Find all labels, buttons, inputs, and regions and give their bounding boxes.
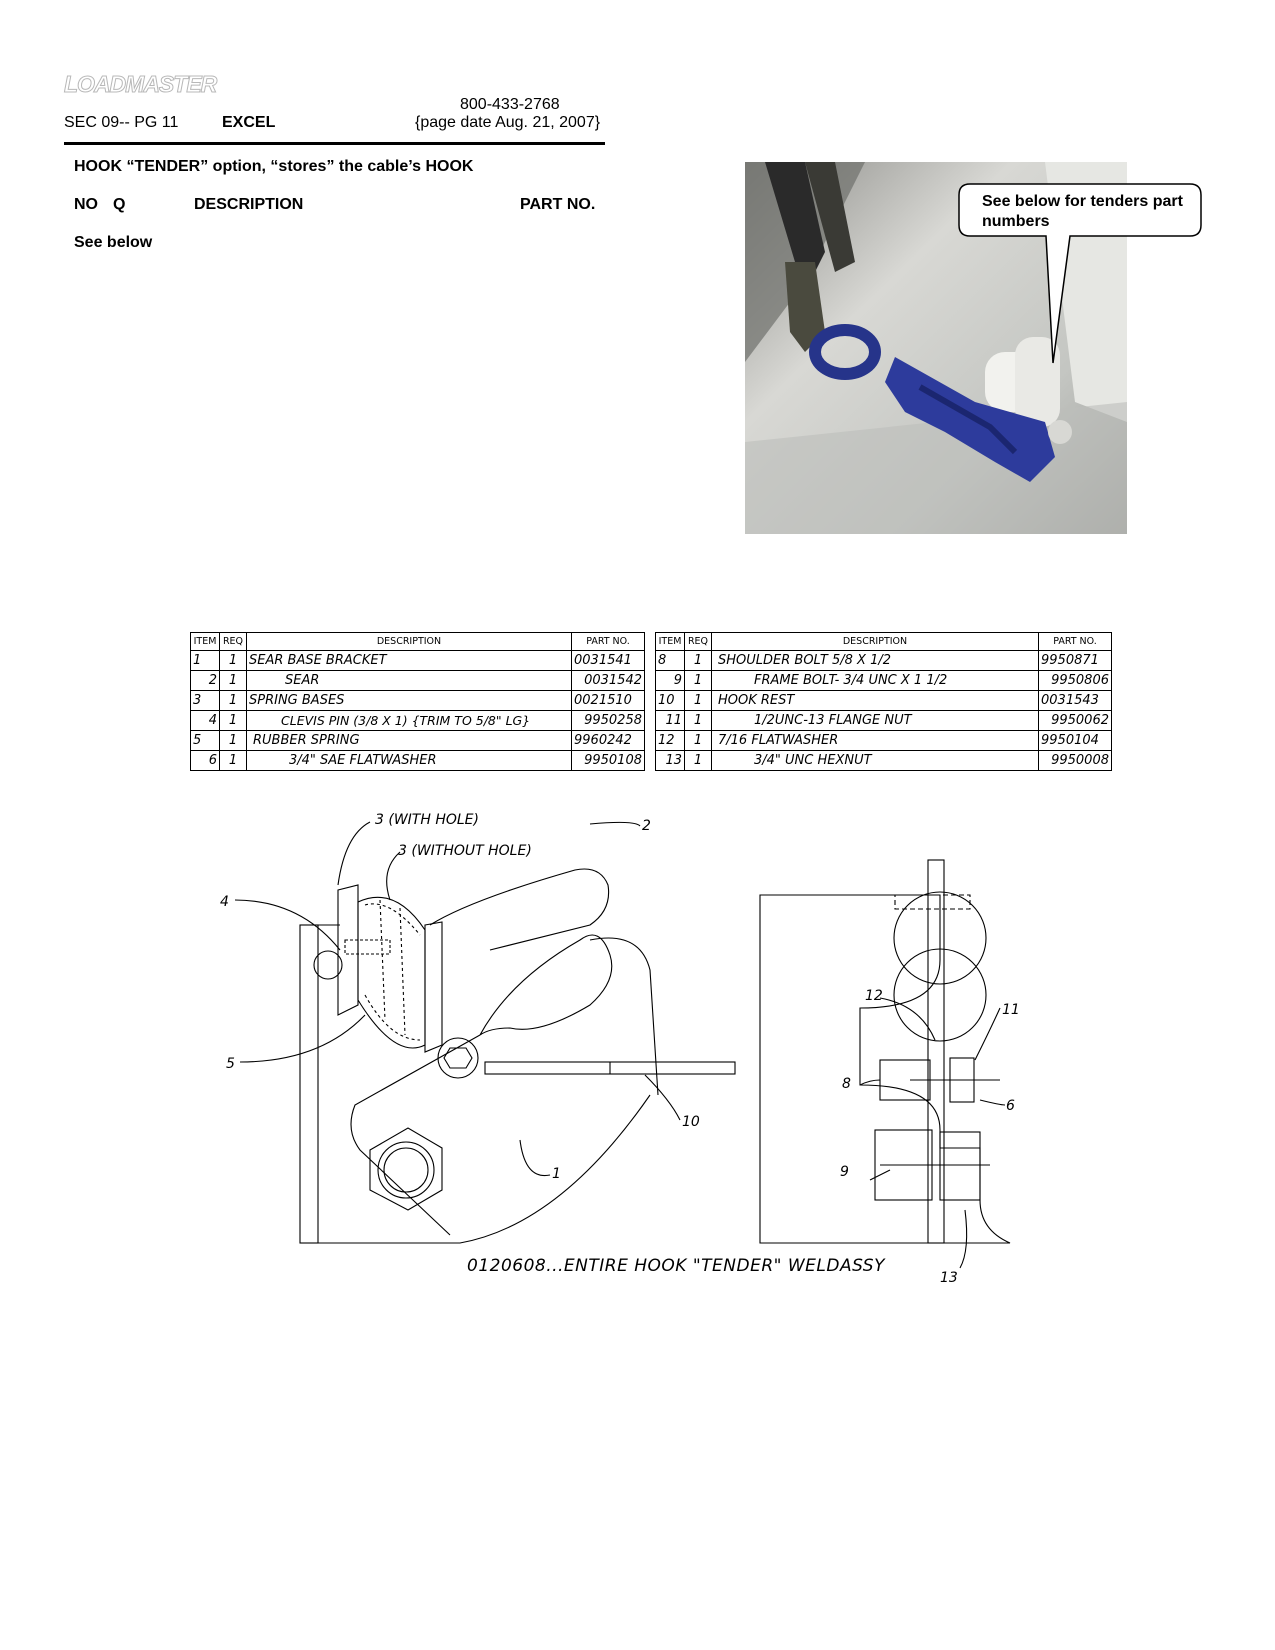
- svg-text:LOADMASTER: LOADMASTER: [64, 71, 217, 97]
- req-cell: 1: [685, 731, 712, 751]
- table-row: [656, 691, 1112, 711]
- side-view-plate: [928, 860, 944, 1243]
- table-row: [191, 691, 645, 711]
- header-description: DESCRIPTION: [712, 633, 1039, 651]
- req-cell: 1: [220, 691, 247, 711]
- item-cell: 8: [656, 651, 685, 671]
- item-cell: 2: [191, 671, 220, 691]
- label-13: 13: [940, 1270, 958, 1286]
- col-no-label: NO: [74, 196, 98, 213]
- sear-loop: [480, 935, 612, 1035]
- part-cell: 9950062: [1039, 711, 1112, 731]
- table-row: [656, 731, 1112, 751]
- header-item: ITEM: [656, 633, 685, 651]
- rubber-spring: [358, 897, 425, 1048]
- part-cell: 9950108: [572, 751, 645, 771]
- item-cell: 9: [656, 671, 685, 691]
- loadmaster-logo: [64, 72, 239, 96]
- header-part-no: PART NO.: [572, 633, 645, 651]
- description-cell: RUBBER SPRING: [247, 731, 572, 751]
- header-req: REQ: [685, 633, 712, 651]
- spring-base-right: [425, 922, 442, 1052]
- table-row: [656, 671, 1112, 691]
- page-date: {page date Aug. 21, 2007}: [415, 114, 601, 131]
- col-part-label: PART NO.: [520, 196, 596, 213]
- phone-number: 800-433-2768: [460, 96, 560, 113]
- item-cell: 3: [191, 691, 220, 711]
- req-cell: 1: [685, 751, 712, 771]
- part-cell: 9950871: [1039, 651, 1112, 671]
- part-cell: 9950258: [572, 711, 645, 731]
- item-cell: 13: [656, 751, 685, 771]
- spring-base-left: [338, 885, 358, 1015]
- item-cell: 12: [656, 731, 685, 751]
- label-2: 2: [642, 818, 651, 834]
- label-6: 6: [1006, 1098, 1015, 1114]
- drawing-caption: 0120608...ENTIRE HOOK "TENDER" WELDASSY: [467, 1256, 885, 1276]
- req-cell: 1: [220, 671, 247, 691]
- part-cell: 0021510: [572, 691, 645, 711]
- description-cell: SHOULDER BOLT 5/8 X 1/2: [712, 651, 1039, 671]
- col-q-label: Q: [113, 196, 126, 213]
- see-below-note: See below: [74, 234, 153, 251]
- label-5: 5: [226, 1056, 235, 1072]
- sear-arm: [430, 869, 609, 950]
- part-cell: 9950104: [1039, 731, 1112, 751]
- table-row: [191, 651, 645, 671]
- item-cell: 5: [191, 731, 220, 751]
- description-cell: 1/2UNC-13 FLANGE NUT: [712, 711, 1039, 731]
- part-cell: 9960242: [572, 731, 645, 751]
- label-3-without-hole: 3 (WITHOUT HOLE): [398, 843, 532, 859]
- label-3-with-hole: 3 (WITH HOLE): [375, 812, 479, 828]
- label-11: 11: [1002, 1002, 1020, 1018]
- item-cell: 11: [656, 711, 685, 731]
- req-cell: 1: [685, 671, 712, 691]
- description-cell: 3/4" SAE FLATWASHER: [247, 751, 572, 771]
- description-cell: SEAR BASE BRACKET: [247, 651, 572, 671]
- part-cell: 0031541: [572, 651, 645, 671]
- page-title: HOOK “TENDER” option, “stores” the cable’s HOOK: [74, 158, 474, 175]
- description-cell: FRAME BOLT- 3/4 UNC X 1 1/2: [712, 671, 1039, 691]
- table-row: [191, 751, 645, 771]
- item-cell: 6: [191, 751, 220, 771]
- part-cell: 0031543: [1039, 691, 1112, 711]
- description-cell: CLEVIS PIN (3/8 X 1) {TRIM TO 5/8" LG}: [247, 711, 572, 731]
- assembly-drawing: [180, 812, 1080, 1300]
- label-4: 4: [220, 894, 229, 910]
- side-view-bracket: [760, 895, 1010, 1243]
- model-name: EXCEL: [222, 114, 276, 131]
- table-row: [191, 731, 645, 751]
- table-row: [656, 651, 1112, 671]
- bracket-plate: [300, 925, 318, 1243]
- base-bracket-outline: [318, 1095, 650, 1243]
- part-cell: 0031542: [572, 671, 645, 691]
- req-cell: 1: [220, 731, 247, 751]
- header-item: ITEM: [191, 633, 220, 651]
- req-cell: 1: [220, 651, 247, 671]
- label-10: 10: [682, 1114, 700, 1130]
- table-row: [656, 711, 1112, 731]
- label-12: 12: [865, 988, 883, 1004]
- req-cell: 1: [685, 711, 712, 731]
- callout-text: See below for tenders part numbers: [982, 193, 1183, 230]
- item-cell: 10: [656, 691, 685, 711]
- parts-table-right: [655, 632, 1112, 771]
- req-cell: 1: [220, 711, 247, 731]
- req-cell: 1: [685, 651, 712, 671]
- item-cell: 1: [191, 651, 220, 671]
- hex-nut-side: [940, 1132, 980, 1200]
- label-8: 8: [842, 1076, 851, 1092]
- section-page: SEC 09-- PG 11: [64, 114, 179, 131]
- header-part-no: PART NO.: [1039, 633, 1112, 651]
- description-cell: SEAR: [247, 671, 572, 691]
- part-cell: 9950806: [1039, 671, 1112, 691]
- parts-table-left: [190, 632, 645, 771]
- header-rule: [64, 142, 605, 145]
- label-1: 1: [552, 1166, 561, 1182]
- req-cell: 1: [685, 691, 712, 711]
- header-req: REQ: [220, 633, 247, 651]
- description-cell: 3/4" UNC HEXNUT: [712, 751, 1039, 771]
- item-cell: 4: [191, 711, 220, 731]
- table-row: [191, 671, 645, 691]
- description-cell: SPRING BASES: [247, 691, 572, 711]
- label-9: 9: [840, 1164, 849, 1180]
- req-cell: 1: [220, 751, 247, 771]
- header-description: DESCRIPTION: [247, 633, 572, 651]
- part-cell: 9950008: [1039, 751, 1112, 771]
- description-cell: 7/16 FLATWASHER: [712, 731, 1039, 751]
- table-row: [191, 711, 645, 731]
- table-row: [656, 751, 1112, 771]
- description-cell: HOOK REST: [712, 691, 1039, 711]
- col-description-label: DESCRIPTION: [194, 196, 304, 213]
